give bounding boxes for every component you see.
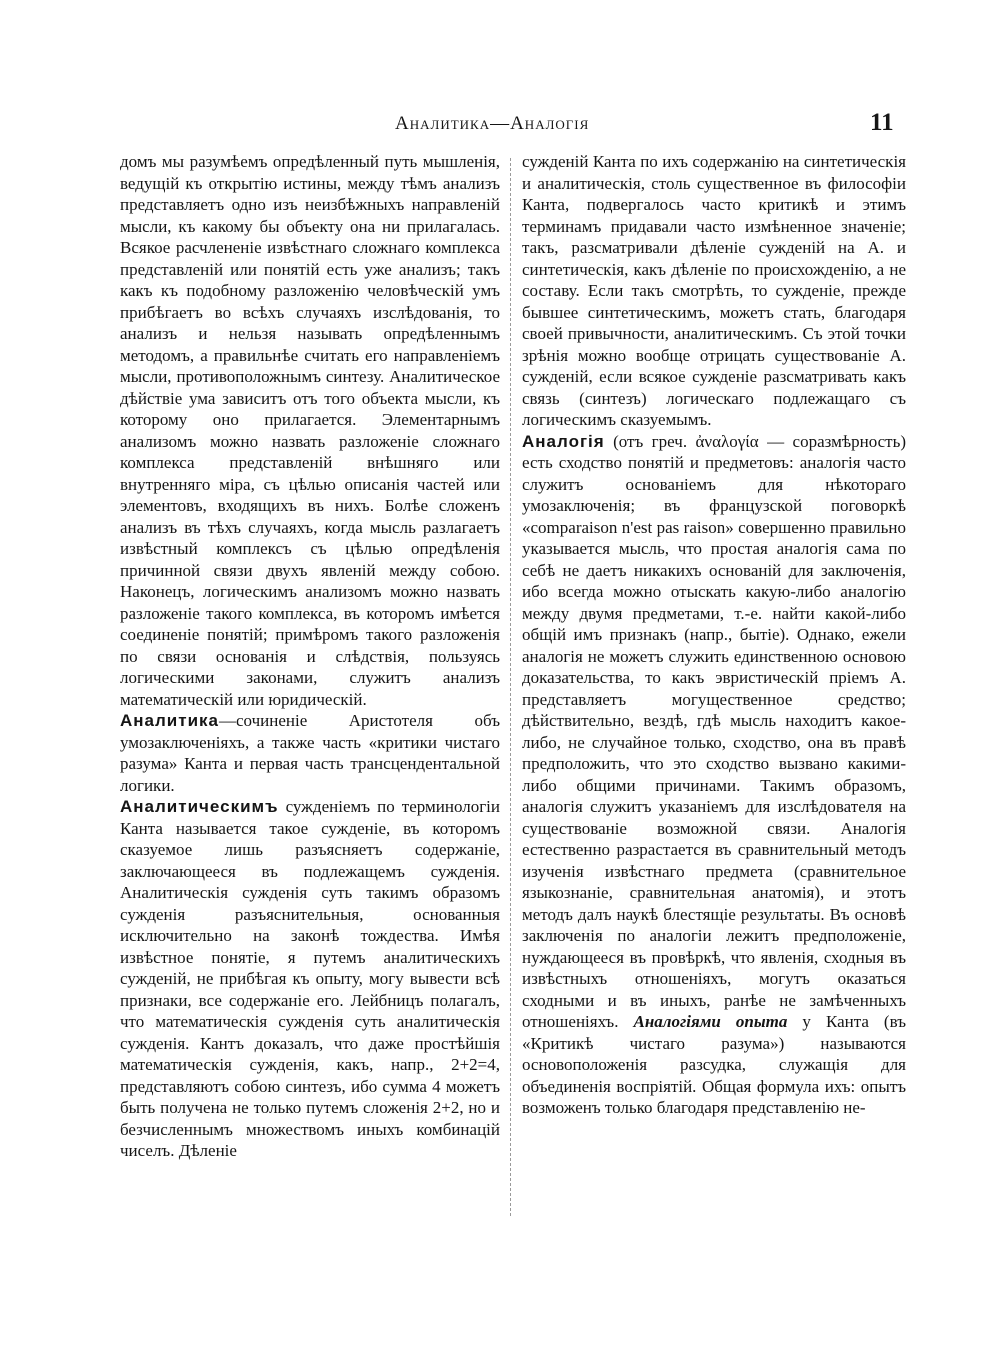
page-number: 11: [870, 109, 894, 136]
entry-headword: Аналитика: [120, 711, 219, 730]
left-column: [120, 151, 500, 1231]
page-title: Аналитика—Аналогія: [395, 113, 590, 134]
entry-analytika: [120, 710, 500, 796]
entry-text: сужденіемъ по терминологіи Канта называется такое сужденіе, въ которомъ сказуемое лишь разъясняетъ содержаніе, заключающееся въ подлежащемъ сужденія. Аналитическія сужденія суть такимъ образомъ сужденія разъяснительныя, основанныя исключительно на законѣ тождества. Имѣя извѣстное понятіе, я путемъ аналитическихъ сужденій, не прибѣгая къ опыту, могу вывести всѣ признаки, все содержаніе его. Лейбницъ полагалъ, что математическія сужденія суть аналитическія сужденія. Кантъ доказалъ, что даже простѣйшія математическія сужденія, какъ, напр., 2+2=4, представляютъ собою синтезъ, ибо сумма 4 можетъ быть получена не только путемъ сложенія 2+2, но и безчисленнымъ множествомъ иныхъ комбинацій чиселъ. Дѣленіе: [120, 797, 500, 1160]
entry-analogiya: [522, 431, 906, 1119]
entry-text-tail: у Канта (въ «Критикѣ чистаго разума») называются основоположенія разсудка, служащія для объединенія воспріятій. Общая формула ихъ: опытъ возможенъ только благодаря представленію не-: [522, 1012, 906, 1117]
entry-headword: Аналитическимъ: [120, 797, 279, 816]
right-column: [522, 151, 906, 1231]
paragraph-text: сужденій Канта по ихъ содержанію на синтетическія и аналитическія, столь существенное въ философіи Канта, подвергалось часто критикѣ и этимъ терминамъ придавали часто измѣненное значеніе; такъ, разсматривали дѣленіе сужденій на А. и синтетическія, какъ дѣленіе по происхожденію, а не составу. Если такъ смотрѣть, то сужденіе, прежде бывшее синтетическимъ, можетъ стать, благодаря своей привычности, аналитическимъ. Съ этой точки зрѣнія можно вообще отрицать существованіе А. сужденій, если всякое сужденіе разсматривать какъ связь (синтезъ) логическаго подлежащаго съ логическимъ сказуемымъ.: [522, 152, 906, 429]
paragraph-text: домъ мы разумѣемъ опредѣленный путь мышленія, ведущій къ открытію истины, между тѣмъ анализъ представляетъ одно изъ неизбѣжныхъ направленій мысли, къ какому бы объекту она ни прилагалась. Всякое расчлененіе извѣстнаго сложнаго комплекса представленій или понятій есть уже анализъ; такъ какъ къ подобному разложенію человѣческій умъ прибѣгаетъ во всѣхъ случаяхъ изслѣдованія, то анализъ и нельзя называть опредѣленнымъ методомъ, а правильнѣе считать его направленіемъ мысли, противоположнымъ синтезу. Аналитическое дѣйствіе ума зависитъ отъ того объекта мысли, къ которому оно прилагается. Элементарнымъ анализомъ можно назвать разложеніе сложнаго комплекса представленій внѣшняго или внутренняго міра, съ цѣлью описанія частей или элементовъ, входящихъ въ нихъ. Болѣе сложенъ анализъ въ тѣхъ случаяхъ, когда мысль разлагаетъ извѣстный комплексъ съ цѣлью опредѣленія причинной связи двухъ явленій между собою. Наконецъ, логическимъ анализомъ можно назвать разложеніе такого комплекса, въ которомъ имѣется соединеніе понятій; примѣромъ такого разложенія по связи основанія и слѣдствія, пользуясь логическими законами, служитъ анализъ математическій или юридическій.: [120, 152, 500, 709]
paragraph-judgements-continued: [522, 151, 906, 431]
entry-text: (отъ греч. ἀναλογία — соразмѣрность) есть сходство понятій и предметовъ: аналогія часто служитъ основаніемъ для нѣкотораго умозаключенія; въ французской поговоркѣ «comparaison n'est pas raison» совершенно правильно указывается мысль, что простая аналогія сама по себѣ не даетъ никакихъ основаній для заключенія, ибо всегда можно отыскать какую-либо аналогію между двумя предметами, т.-е. найти какой-либо общій имъ признакъ (напр., бытіе). Однако, ежели аналогія не можетъ служить единственною основою доказательства, то какъ эвристическій пріемъ А. представляетъ могущественное средство; дѣйствительно, вездѣ, гдѣ мысль находитъ какое-либо, не случайное только, сходство, она въ правѣ предположить, что это сходство вызвано какими-либо общими причинами. Такимъ образомъ, аналогія служитъ указаніемъ для изслѣдователя на существованіе возможной связи. Аналогія естественно разрастается въ сравнительный методъ изученія извѣстнаго предмета (сравнительное языкознаніе, сравнительная анатомія), и этотъ методъ далъ наукѣ блестящіе результаты. Въ основѣ заключенія по аналогіи лежитъ предположеніе, нуждающееся въ провѣркѣ, что явленія, сходныя въ извѣстныхъ отношеніяхъ, могутъ оказаться сходными и въ иныхъ, ранѣе не замѣченныхъ отношеніяхъ.: [522, 431, 906, 1031]
entry-headword: Аналогія: [522, 431, 605, 451]
entry-text: —сочиненіе Аристотеля объ умозаключеніяхъ, а также часть «критики чистаго разума» Канта и первая часть трансцендентальной логики.: [120, 711, 500, 795]
entry-subterm: Аналогіями опыта: [633, 1012, 788, 1031]
column-divider: [510, 158, 511, 1216]
entry-analyticheskim: [120, 796, 500, 1162]
paragraph-analysis-continued: [120, 151, 500, 710]
running-head: [0, 109, 1000, 143]
